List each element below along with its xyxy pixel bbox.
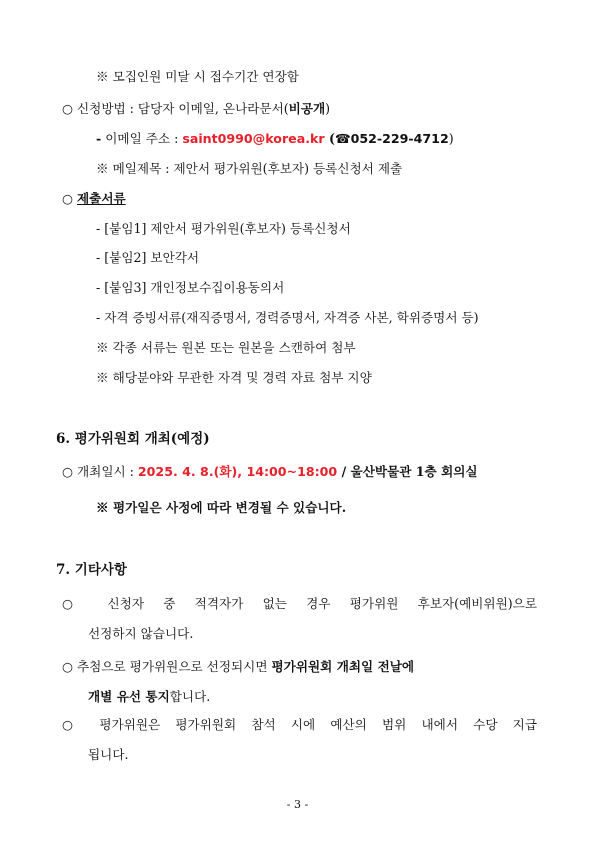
email-dash: - bbox=[96, 131, 102, 146]
section6-heading: 6. 평가위원회 개최(예정) bbox=[56, 431, 210, 447]
schedule-change-note: ※ 평가일은 사정에 따라 변경될 수 있습니다. bbox=[96, 500, 347, 515]
phone-number: ☎052-229-4712 bbox=[334, 131, 449, 146]
misc-item-1a: ○ 신청자 중 적격자가 없는 경우 평가위원 후보자(예비위원)으로 bbox=[62, 596, 537, 611]
misc-item-2b bbox=[88, 688, 210, 706]
phone-close: ) bbox=[448, 131, 454, 146]
recruit-note: ※ 모집인원 미달 시 접수기간 연장함 bbox=[96, 69, 299, 84]
document-item-4: - 자격 증빙서류(재직증명서, 경력증명서, 자격증 사본, 학위증명서 등) bbox=[96, 310, 479, 325]
meeting-date-label: ○ 개최일시 : bbox=[62, 464, 138, 479]
email-address-link[interactable]: saint0990@korea.kr bbox=[182, 131, 325, 146]
irrelevant-note: ※ 해당분야와 무관한 자격 및 경력 자료 첨부 지양 bbox=[96, 370, 372, 385]
misc-item-1b: 선정하지 않습니다. bbox=[88, 626, 194, 641]
document-item-2: - [붙임2] 보안각서 bbox=[96, 250, 200, 265]
phone-open: ( bbox=[324, 131, 335, 146]
documents-heading bbox=[62, 190, 126, 208]
meeting-date-line bbox=[62, 463, 478, 481]
misc-item-2b-text: 합니다. bbox=[169, 689, 211, 704]
documents-bullet: ○ bbox=[62, 191, 77, 206]
application-method-text: ○ 신청방법 : 담당자 이메일, 온나라문서( bbox=[62, 101, 289, 116]
document-item-1: - [붙임1] 제안서 평가위원(후보자) 등록신청서 bbox=[96, 221, 351, 236]
meeting-date-value: 2025. 4. 8.(화), 14:00~18:00 bbox=[137, 464, 338, 479]
document-item-3: - [붙임3] 개인정보수집이용동의서 bbox=[96, 280, 285, 295]
misc-item-2b-bold: 개별 유선 통지 bbox=[88, 689, 170, 704]
email-line bbox=[96, 130, 454, 148]
documents-heading-text: 제출서류 bbox=[77, 191, 126, 206]
meeting-place: / 울산박물관 1층 회의실 bbox=[337, 464, 478, 479]
email-label: 이메일 주소 : bbox=[101, 131, 183, 146]
misc-item-3b: 됩니다. bbox=[88, 747, 129, 762]
email-subject-note: ※ 메일제목 : 제안서 평가위원(후보자) 등록신청서 제출 bbox=[96, 161, 403, 176]
private-label: 비공개 bbox=[288, 101, 326, 116]
misc-item-2a-text: ○ 추첨으로 평가위원으로 선정되시면 bbox=[62, 659, 272, 674]
section7-heading: 7. 기타사항 bbox=[56, 562, 127, 578]
misc-item-2a bbox=[62, 658, 414, 676]
page-number: - 3 - bbox=[286, 798, 309, 811]
misc-item-3a: ○ 평가위원은 평가위원회 참석 시에 예산의 범위 내에서 수당 지급 bbox=[62, 717, 537, 732]
scan-note: ※ 각종 서류는 원본 또는 원본을 스캔하여 첨부 bbox=[96, 340, 356, 355]
misc-item-2a-bold: 평가위원회 개최일 전날에 bbox=[271, 659, 415, 674]
application-method bbox=[62, 100, 330, 118]
application-method-close: ) bbox=[325, 101, 331, 116]
